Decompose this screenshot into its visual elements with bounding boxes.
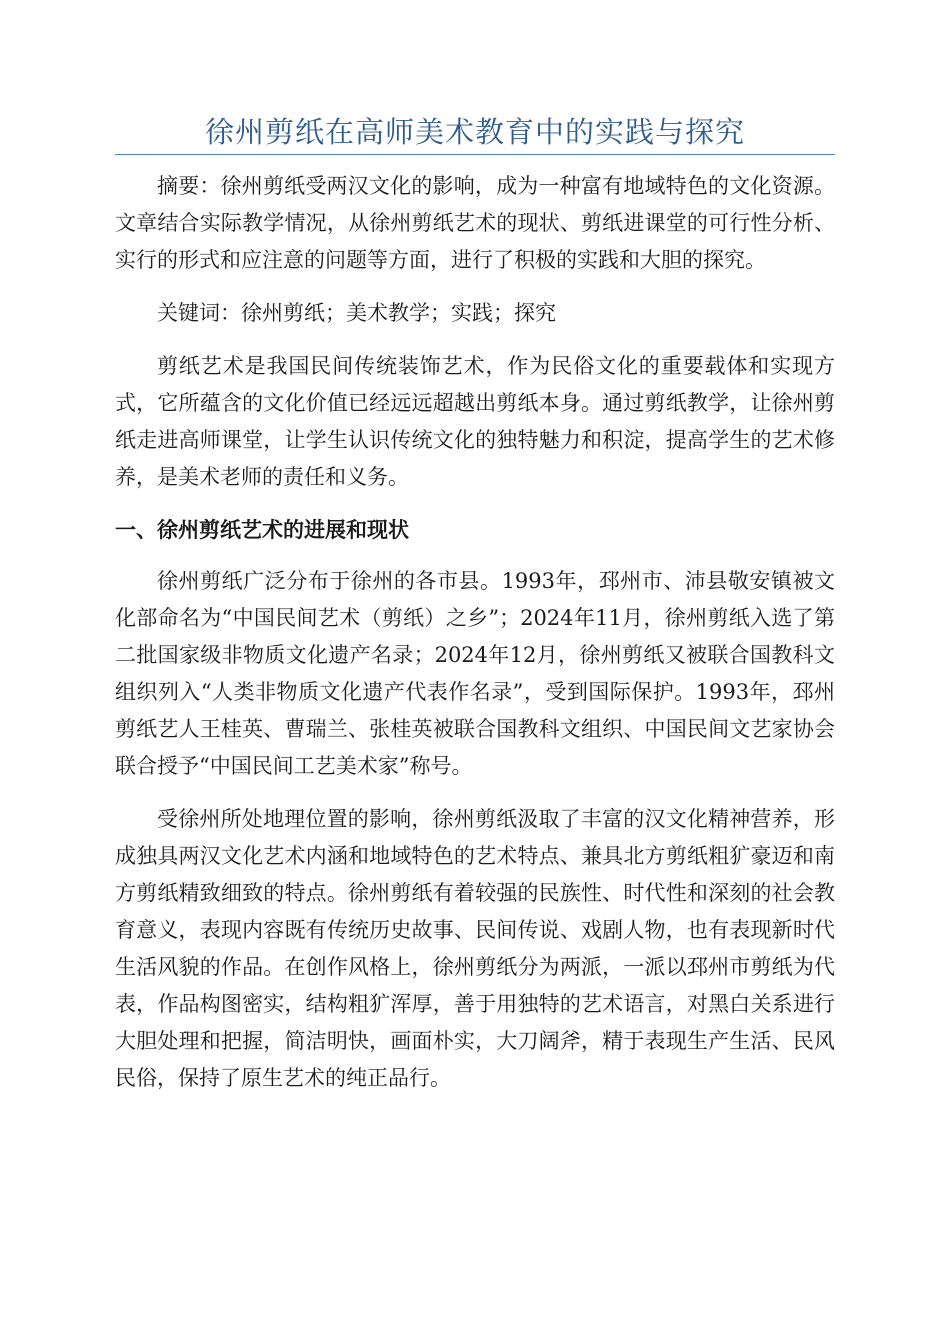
document-body: [115, 168, 835, 1113]
intro-paragraph: 剪纸艺术是我国民间传统装饰艺术，作为民俗文化的重要载体和实现方式，它所蕴含的文化价值已经远远超越出剪纸本身。通过剪纸教学，让徐州剪纸走进高师课堂，让学生认识传统文化的独特魅力和积淀，提高学生的艺术修养，是美术老师的责任和义务。: [115, 354, 835, 489]
title-underline: [115, 154, 835, 155]
section-heading: 一、徐州剪纸艺术的进展和现状: [115, 518, 409, 542]
document-title: 徐州剪纸在高师美术教育中的实践与探究: [204, 115, 745, 149]
section-paragraph-1: 徐州剪纸广泛分布于徐州的各市县。1993年，邳州市、沛县敬安镇被文化部命名为“中国民间艺术（剪纸）之乡”；2024年11月，徐州剪纸入选了第二批国家级非物质文化遗产名录；2024年12月，徐州剪纸又被联合国教科文组织列入“人类非物质文化遗产代表作名录”，受到国际保护。1993年，邳州剪纸艺人王桂英、曹瑞兰、张桂英被联合国教科文组织、中国民间文艺家协会联合授予“中国民间工艺美术家”称号。: [115, 569, 835, 778]
keywords-paragraph: 关键词：徐州剪纸；美术教学；实践；探究: [157, 301, 556, 325]
abstract-paragraph: 摘要：徐州剪纸受两汉文化的影响，成为一种富有地域特色的文化资源。文章结合实际教学情况，从徐州剪纸艺术的现状、剪纸进课堂的可行性分析、实行的形式和应注意的问题等方面，进行了积极的实践和大胆的探究。: [115, 174, 835, 272]
section-paragraph-2: 受徐州所处地理位置的影响，徐州剪纸汲取了丰富的汉文化精神营养，形成独具两汉文化艺术内涵和地域特色的艺术特点、兼具北方剪纸粗犷豪迈和南方剪纸精致细致的特点。徐州剪纸有着较强的民族性、时代性和深刻的社会教育意义，表现内容既有传统历史故事、民间传说、戏剧人物，也有表现新时代生活风貌的作品。在创作风格上，徐州剪纸分为两派，一派以邳州市剪纸为代表，作品构图密实，结构粗犷浑厚，善于用独特的艺术语言，对黑白关系进行大胆处理和把握，简洁明快，画面朴实，大刀阔斧，精于表现生产生活、民风民俗，保持了原生艺术的纯正品行。: [115, 807, 835, 1090]
